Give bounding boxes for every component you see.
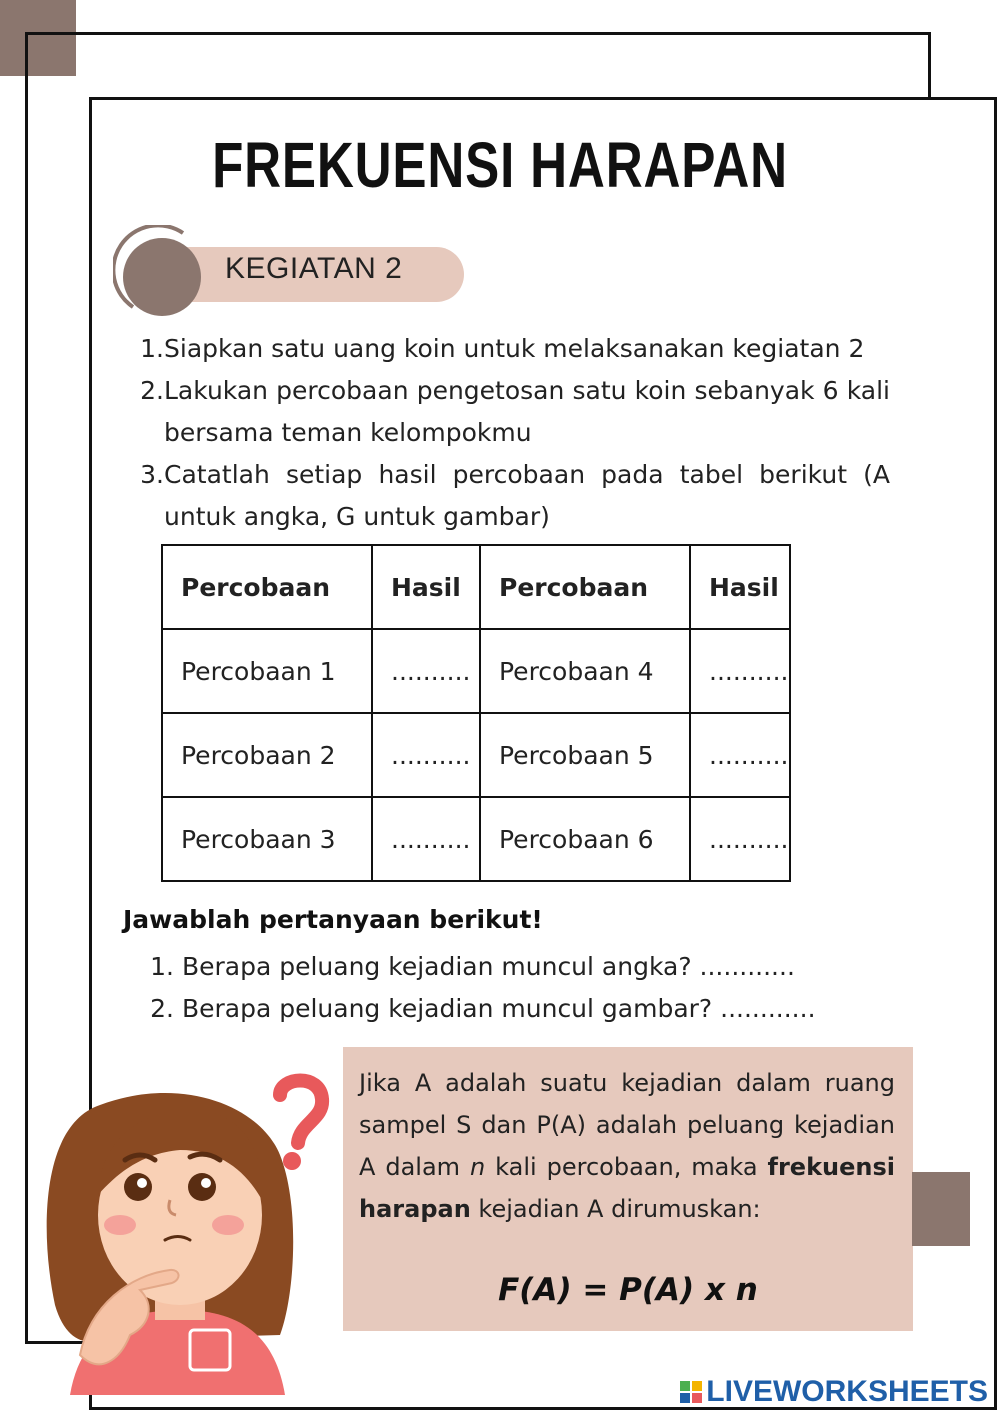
table-row bbox=[162, 713, 790, 797]
list-item bbox=[130, 454, 890, 538]
result-table bbox=[161, 544, 791, 882]
question-number: 2. bbox=[150, 994, 174, 1023]
table-header-row bbox=[162, 545, 790, 629]
list-item bbox=[130, 328, 890, 370]
info-bold: frekuensi harapan bbox=[359, 1153, 896, 1223]
list-item bbox=[140, 946, 900, 988]
trial-label: Percobaan 5 bbox=[480, 713, 690, 797]
table-row bbox=[162, 629, 790, 713]
column-header: Hasil bbox=[690, 545, 790, 629]
step-text: Catatlah setiap hasil percobaan pada tabel berikut (A untuk angka, G untuk gambar) bbox=[164, 460, 890, 531]
brand-watermark bbox=[680, 1375, 988, 1409]
steps-list bbox=[130, 328, 890, 538]
column-header: Percobaan bbox=[480, 545, 690, 629]
trial-label: Percobaan 4 bbox=[480, 629, 690, 713]
column-header: Hasil bbox=[372, 545, 480, 629]
result-blank[interactable]: .......... bbox=[372, 713, 480, 797]
question-number: 1. bbox=[150, 952, 174, 981]
result-blank[interactable]: .......... bbox=[690, 713, 790, 797]
question-text: Berapa peluang kejadian muncul gambar? ............ bbox=[181, 994, 816, 1023]
side-decoration bbox=[912, 1172, 970, 1246]
info-text bbox=[359, 1062, 895, 1230]
list-item bbox=[140, 988, 900, 1030]
table-row bbox=[162, 797, 790, 881]
thinking-girl-illustration bbox=[30, 1065, 340, 1395]
step-number: 1. bbox=[140, 334, 164, 363]
trial-label: Percobaan 2 bbox=[162, 713, 372, 797]
info-part: kejadian A dirumuskan: bbox=[470, 1195, 761, 1223]
questions-heading: Jawablah pertanyaan berikut! bbox=[123, 905, 543, 934]
formula: F(A) = P(A) x n bbox=[498, 1272, 758, 1308]
result-blank[interactable]: .......... bbox=[690, 797, 790, 881]
brand-label: LIVEWORKSHEETS bbox=[706, 1375, 988, 1408]
info-part: Jika A adalah suatu kejadian dalam ruang sampel S dan P(A) adalah peluang kejadian A dalam bbox=[359, 1069, 895, 1181]
info-part: kali percobaan, maka bbox=[485, 1153, 768, 1181]
step-number: 3. bbox=[140, 460, 164, 489]
question-mark-icon bbox=[280, 1081, 322, 1171]
question-text: Berapa peluang kejadian muncul angka? ............ bbox=[181, 952, 795, 981]
result-blank[interactable]: .......... bbox=[690, 629, 790, 713]
step-number: 2. bbox=[140, 376, 164, 405]
questions-list bbox=[140, 946, 900, 1030]
info-n: n bbox=[470, 1153, 486, 1181]
page-title: FREKUENSI HARAPAN bbox=[212, 129, 788, 201]
result-blank[interactable]: .......... bbox=[372, 797, 480, 881]
step-text: Lakukan percobaan pengetosan satu koin sebanyak 6 kali bersama teman kelompokmu bbox=[164, 376, 890, 447]
trial-label: Percobaan 1 bbox=[162, 629, 372, 713]
activity-label: KEGIATAN 2 bbox=[225, 252, 403, 285]
trial-label: Percobaan 3 bbox=[162, 797, 372, 881]
liveworksheets-logo-icon bbox=[680, 1381, 702, 1403]
activity-circle bbox=[123, 238, 201, 316]
list-item bbox=[130, 370, 890, 454]
column-header: Percobaan bbox=[162, 545, 372, 629]
step-text: Siapkan satu uang koin untuk melaksanakan kegiatan 2 bbox=[164, 334, 865, 363]
trial-label: Percobaan 6 bbox=[480, 797, 690, 881]
result-blank[interactable]: .......... bbox=[372, 629, 480, 713]
